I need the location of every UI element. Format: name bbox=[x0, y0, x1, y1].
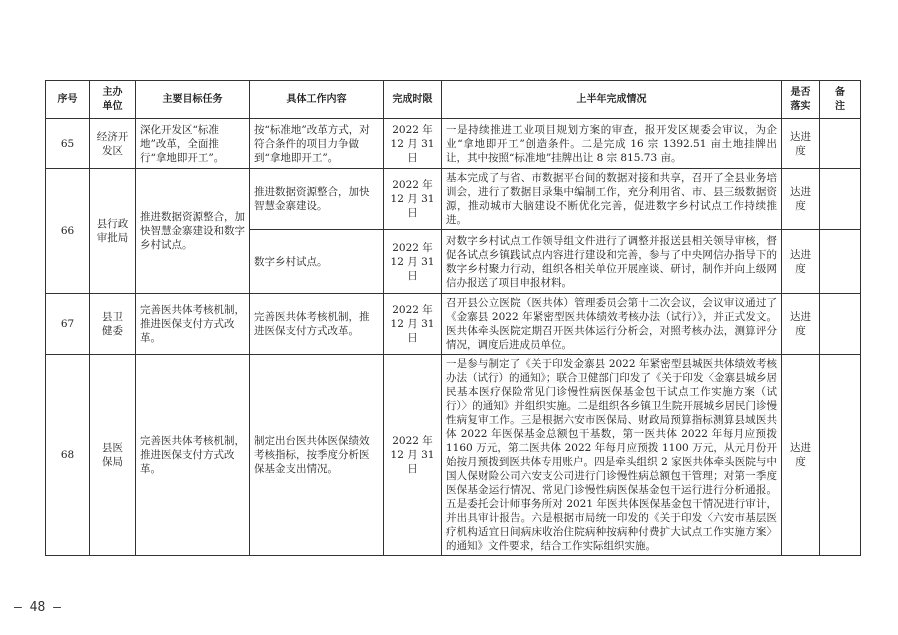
row-done: 达进 度 bbox=[782, 119, 820, 169]
row-time: 2022 年 12 月 31 日 bbox=[384, 169, 442, 230]
row-work: 制定出台医共体医保绩效考核指标，按季度分析医保基金支出情况。 bbox=[250, 355, 384, 556]
row-time: 2022 年 12 月 31 日 bbox=[384, 355, 442, 556]
row-status: 一是参与制定了《关于印发金寨县 2022 年紧密型县城医共体绩效考核办法（试行）的通知》；联合卫健部门印发了《关于印发〈金寨县城乡居民基本医疗保险常见门诊慢性病医保基金包干试点工作实施方案（试行）〉的通知》并组织实施。二是组织各乡镇卫生院开展城乡居民门诊慢性病复审工作。三是根据六安市医保局、财政局预算指标测算县域医共体 2022 年医保基金总额包干基数，第一医共体 2022 年每月应预拨 1160 万元，第二医共体 2022 年每月应预拨 1100 万元，从元月份开始按月预拨到医共体专用账户。四是牵头组织 2 家医共体牵头医院与中国人保财险公司六安支公司进行门诊慢性病总额包干管理；对第一季度医保基金运行情况、常见门诊慢性病医保基金包干运行进行分析通报。五是委托会计师事务所对 2021 年医共体医保基金包干情况进行审计，并出具审计报告。六是根据市局统一印发的《关于印发〈六安市基层医疗机构适宜日间病床收治住院病种按病种付费扩大试点工作实施方案〉的通知》文件要求，结合工作实际组织实施。 bbox=[442, 355, 782, 556]
row-note bbox=[820, 230, 861, 294]
header-work: 具体工作内容 bbox=[250, 81, 384, 119]
table-row bbox=[46, 355, 861, 556]
table-row bbox=[46, 119, 861, 169]
row-time: 2022 年 12 月 31 日 bbox=[384, 230, 442, 294]
row-done: 达进 度 bbox=[782, 355, 820, 556]
row-seq: 67 bbox=[46, 294, 90, 355]
row-unit: 县卫 健委 bbox=[90, 294, 136, 355]
row-done: 达进 度 bbox=[782, 294, 820, 355]
table-header-row bbox=[46, 81, 861, 119]
header-status: 上半年完成情况 bbox=[442, 81, 782, 119]
row-goal: 完善医共体考核机制，推进医保支付方式改革。 bbox=[136, 294, 250, 355]
row-goal: 推进数据资源整合，加快智慧金寨建设和数字乡村试点。 bbox=[136, 169, 250, 294]
row-note bbox=[820, 169, 861, 230]
row-work: 按“标准地”改革方式，对符合条件的项目力争做到“拿地即开工”。 bbox=[250, 119, 384, 169]
row-status: 召开县公立医院（医共体）管理委员会第十二次会议，会议审议通过了《金寨县 2022 年紧密型医共体绩效考核办法（试行）》，并正式发文。医共体牵头医院定期召开医共体运行分析会，对照考核办法，测算评分情况，调度后进成员单位。 bbox=[442, 294, 782, 355]
row-status: 基本完成了与省、市数据平台间的数据对接和共享，召开了全县业务培训会，进行了数据目录集中编制工作，充分利用省、市、县三级数据资源，推动城市大脑建设不断优化完善，促进数字乡村试点工作持续推进。 bbox=[442, 169, 782, 230]
header-goal: 主要目标任务 bbox=[136, 81, 250, 119]
row-time: 2022 年 12 月 31 日 bbox=[384, 119, 442, 169]
row-done: 达进 度 bbox=[782, 169, 820, 230]
header-time: 完成时限 bbox=[384, 81, 442, 119]
row-time: 2022 年 12 月 31 日 bbox=[384, 294, 442, 355]
header-done: 是否 落实 bbox=[782, 81, 820, 119]
row-work: 数字乡村试点。 bbox=[250, 230, 384, 294]
row-work: 推进数据资源整合，加快智慧金寨建设。 bbox=[250, 169, 384, 230]
table-row bbox=[46, 169, 861, 230]
header-unit: 主办 单位 bbox=[90, 81, 136, 119]
row-work: 完善医共体考核机制，推进医保支付方式改革。 bbox=[250, 294, 384, 355]
row-unit: 县医 保局 bbox=[90, 355, 136, 556]
row-note bbox=[820, 119, 861, 169]
row-note bbox=[820, 294, 861, 355]
work-table bbox=[45, 80, 861, 556]
row-unit: 经济开 发区 bbox=[90, 119, 136, 169]
row-done: 达进 度 bbox=[782, 230, 820, 294]
row-note bbox=[820, 355, 861, 556]
row-seq: 65 bbox=[46, 119, 90, 169]
page-number: — 48 — bbox=[14, 600, 61, 615]
row-status: 一是持续推进工业项目规划方案的审查，报开发区规委会审议，为企业“拿地即开工”创造条件。二是完成 16 宗 1392.51 亩土地挂牌出让，其中按照“标准地”挂牌出让 8 宗 815.73 亩。 bbox=[442, 119, 782, 169]
row-goal: 深化开发区“标准地”改革，全面推行“拿地即开工”。 bbox=[136, 119, 250, 169]
row-status: 对数字乡村试点工作领导组文件进行了调整并报送县相关领导审核，督促各试点乡镇践试点内容进行建设和完善，参与了中央网信办指导下的数字乡村聚力行动，组织各相关单位开展座谈、研讨，制作并向上级网信办报送了项目申报材料。 bbox=[442, 230, 782, 294]
header-note: 备 注 bbox=[820, 81, 861, 119]
table-row bbox=[46, 294, 861, 355]
row-seq: 66 bbox=[46, 169, 90, 294]
row-seq: 68 bbox=[46, 355, 90, 556]
header-seq: 序号 bbox=[46, 81, 90, 119]
row-unit: 县行政 审批局 bbox=[90, 169, 136, 294]
row-goal: 完善医共体考核机制，推进医保支付方式改革。 bbox=[136, 355, 250, 556]
